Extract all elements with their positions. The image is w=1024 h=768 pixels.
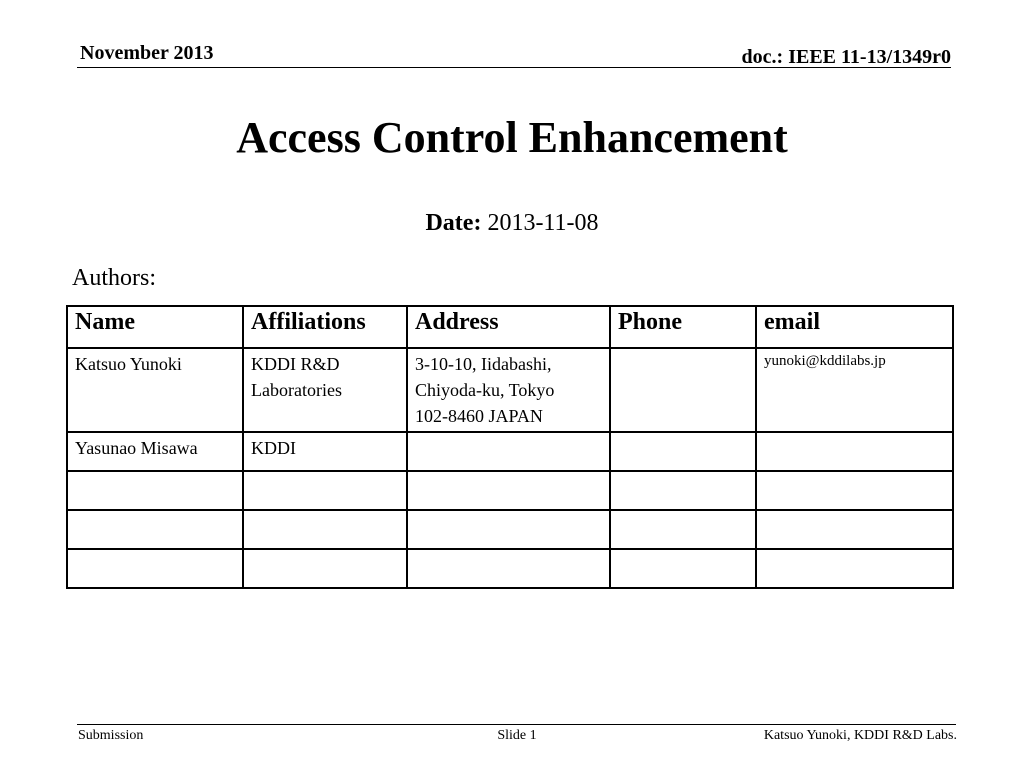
cell-name: Yasunao Misawa <box>67 432 243 471</box>
cell-phone <box>610 432 756 471</box>
footer-slide-number: Slide 1 <box>497 728 537 743</box>
table-row-empty <box>67 471 953 510</box>
table-header-row <box>67 306 953 348</box>
table-row-empty <box>67 510 953 549</box>
cell-address <box>407 432 610 471</box>
table-row <box>67 348 953 432</box>
empty-cell <box>67 510 243 549</box>
empty-cell <box>610 549 756 588</box>
address-line: Chiyoda-ku, Tokyo <box>415 380 555 400</box>
footer-author: Katsuo Yunoki, KDDI R&D Labs. <box>763 728 957 743</box>
header-doc-id: doc.: IEEE 11-13/1349r0 <box>741 46 951 68</box>
affiliation-line: KDDI R&D <box>251 354 340 374</box>
table-row-empty <box>67 549 953 588</box>
footer-submission: Submission <box>78 728 144 743</box>
header-phone: Phone <box>610 306 756 348</box>
date-value: 2013-11-08 <box>487 210 599 236</box>
empty-cell <box>756 510 953 549</box>
authors-table <box>66 305 954 589</box>
header-address: Address <box>407 306 610 348</box>
empty-cell <box>67 471 243 510</box>
cell-affiliation: KDDI <box>243 432 407 471</box>
empty-cell <box>67 549 243 588</box>
header-rule <box>77 67 951 68</box>
empty-cell <box>756 549 953 588</box>
cell-email <box>756 432 953 471</box>
slide-title: Access Control Enhancement <box>236 113 788 162</box>
table-row <box>67 432 953 471</box>
header-email: email <box>756 306 953 348</box>
cell-email: yunoki@kddilabs.jp <box>756 348 953 432</box>
empty-cell <box>407 510 610 549</box>
empty-cell <box>407 549 610 588</box>
header-name: Name <box>67 306 243 348</box>
footer-rule <box>77 724 956 725</box>
empty-cell <box>610 510 756 549</box>
cell-phone <box>610 348 756 432</box>
cell-affiliation <box>243 348 407 432</box>
header-affiliations: Affiliations <box>243 306 407 348</box>
empty-cell <box>756 471 953 510</box>
authors-label: Authors: <box>72 265 156 291</box>
cell-address <box>407 348 610 432</box>
cell-name: Katsuo Yunoki <box>67 348 243 432</box>
address-line: 102-8460 JAPAN <box>415 406 543 426</box>
empty-cell <box>610 471 756 510</box>
date-line <box>0 210 1024 237</box>
empty-cell <box>407 471 610 510</box>
affiliation-line: Laboratories <box>251 380 342 400</box>
address-line: 3-10-10, Iidabashi, <box>415 354 552 374</box>
empty-cell <box>243 549 407 588</box>
empty-cell <box>243 471 407 510</box>
empty-cell <box>243 510 407 549</box>
date-label: Date: <box>425 210 482 236</box>
header-date: November 2013 <box>80 42 214 64</box>
